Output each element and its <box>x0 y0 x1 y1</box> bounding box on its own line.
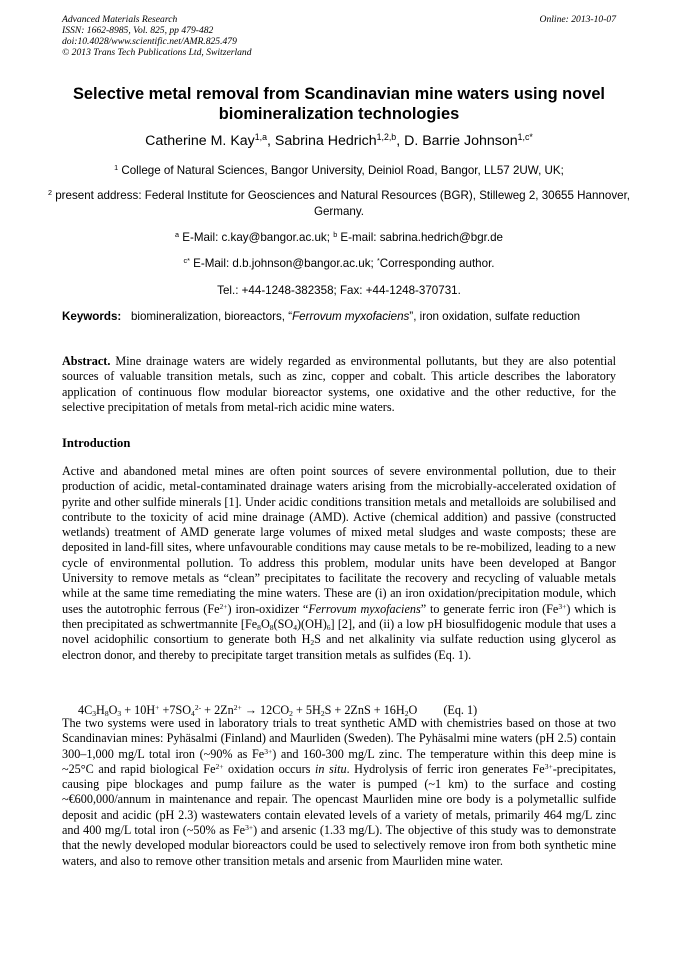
abstract-label: Abstract. <box>62 354 111 368</box>
superscript: 2+ <box>219 601 228 611</box>
subscript: 4 <box>293 622 297 632</box>
subscript: 2 <box>310 638 315 648</box>
affiliation-text: College of Natural Sciences, Bangor University, Deiniol Road, Bangor, LL57 2UW, UK; <box>121 164 564 177</box>
email-kay: E-Mail: c.kay@bangor.ac.uk; <box>182 231 334 244</box>
email-line-1 <box>40 230 638 245</box>
subscript: 2 <box>404 708 409 718</box>
subscript: 2 <box>289 708 293 718</box>
author-affiliation-mark: 1,a <box>254 132 267 143</box>
affiliation-1 <box>40 163 638 178</box>
author-name: Catherine M. Kay <box>145 133 255 149</box>
affiliation-mark: 2 <box>47 188 52 198</box>
superscript: 2+ <box>215 761 224 771</box>
equation-term: O <box>408 703 418 717</box>
affiliation-text: present address: Federal Institute for Geosciences and Natural Resources (BGR), Stilleweg 2, 30655 Hannover, Germany. <box>55 189 631 218</box>
subscript: 8 <box>257 622 261 632</box>
journal-name: Advanced Materials Research <box>62 14 178 25</box>
equation-term: H <box>96 703 105 717</box>
text-run: O <box>260 616 270 631</box>
issn-line: ISSN: 1662-8985, Vol. 825, pp 479-482 <box>62 25 214 36</box>
contact-mark: c* <box>183 256 190 266</box>
text-run: ) which is then precipitated as schwertmannite [Fe <box>62 601 617 631</box>
paper-title: Selective metal removal from Scandinavian mine waters using novel biomineralization technologies <box>73 85 605 123</box>
text-run: ” to generate ferric iron (Fe <box>420 601 559 616</box>
text-run: oxidation occurs <box>223 761 315 776</box>
corresponding-author-note: Corresponding author. <box>379 257 495 270</box>
contact-mark: b <box>333 230 338 240</box>
equation-term: S + 2ZnS + 16H <box>324 703 405 717</box>
author-separator: , <box>396 133 405 149</box>
equation-term: + 2Zn <box>201 703 234 717</box>
text-run: . Hydrolysis of ferric iron generates Fe <box>346 761 545 776</box>
abstract <box>62 354 616 415</box>
keywords <box>62 310 616 325</box>
subscript: 6 <box>326 622 331 632</box>
text-run: )(OH) <box>296 616 327 631</box>
equation-term: → 12CO <box>241 703 290 717</box>
text-run: Active and abandoned metal mines are often point sources of severe environmental pollution, due to their production of acidic, metal-contaminated drainage waters arising from the microbially-accelerated oxidation of pyrite and other sulfide minerals [1]. Under acidic conditions transition metals and metalloids are solubilised and contribute to the toxicity of acid mine drainage (AMD). Active (chemical addition) and passive (constructed wetlands) treatment of AMD generate large volumes of mixed metal sludges and waste composts; these are deposited in land-fill sites, where unfavourable conditions may cause metals to be re-mobilized, leading to a new cycle of environmental pollution. To address this problem, modular units have been developed at Bangor University to remove metals as “clean” precipitates to facilitate the recovery and recycling of valuable metals while at the same time remediating the mine waters. These are (i) an iron oxidation/precipitation module, which uses the autotrophic ferrous (Fe <box>62 464 616 616</box>
superscript: 3+ <box>544 761 553 771</box>
superscript: 3+ <box>264 746 273 756</box>
author-list <box>40 132 638 150</box>
subscript: 3 <box>117 708 122 718</box>
subscript: 3 <box>92 708 97 718</box>
superscript: 3+ <box>245 822 254 832</box>
email-hedrich: E-mail: sabrina.hedrich@bgr.de <box>340 231 503 244</box>
text-run: The two systems were used in laboratory trials to treat synthetic AMD with chemistries based on those at two Scandinavian mines: Pyhäsalmi (Finland) and Maurliden (Sweden). The Pyhäsalmi mine waters (pH 2.5) contain 300–1,000 mg/L total iron (~90% as Fe <box>62 716 616 761</box>
keywords-species: Ferrovum myxofaciens <box>292 310 410 323</box>
text-run: ] [2], and (ii) a low pH biosulfidogenic module that uses a novel acidophilic consortium to generate both H <box>62 616 616 647</box>
author-affiliation-mark: 1,2,b <box>376 132 397 143</box>
affiliation-2 <box>40 188 638 219</box>
text-run: ) and arsenic (1.33 mg/L). The objective of this study was to demonstrate that the newly developed modular bioreactors could be used to selectively remove iron from both synthetic mine waters, and also to remove other transition metals and arsenic from Maurliden mine water. <box>62 823 616 868</box>
introduction-paragraph-2 <box>62 716 616 869</box>
doi-line: doi:10.4028/www.scientific.net/AMR.825.479 <box>62 36 237 47</box>
species-name: Ferrovum myxofaciens <box>308 601 421 616</box>
subscript: 4 <box>191 708 195 718</box>
email-line-2 <box>40 256 638 271</box>
contact-mark: * <box>376 256 380 266</box>
equation-term: +7SO <box>159 703 192 717</box>
text-run: ) and 160-300 mg/L zinc. The temperature within this deep mine is ~25°C and rapid biological Fe <box>62 746 616 776</box>
keywords-label: Keywords: <box>62 310 122 323</box>
keywords-text: ”, iron oxidation, sulfate reduction <box>409 310 581 323</box>
equation-term: 4C <box>78 703 93 717</box>
email-johnson: E-Mail: d.b.johnson@bangor.ac.uk; <box>193 257 377 270</box>
subscript: 8 <box>269 622 274 632</box>
text-run: (SO <box>273 616 294 631</box>
subscript: 8 <box>104 708 109 718</box>
superscript: 2- <box>194 702 202 712</box>
subscript: 2 <box>320 708 325 718</box>
author-affiliation-mark: 1,c* <box>517 132 533 143</box>
text-run: ) iron-oxidizer “ <box>227 601 309 616</box>
keywords-text: biomineralization, bioreactors, “ <box>130 310 293 323</box>
online-date: Online: 2013-10-07 <box>539 14 616 25</box>
superscript: 3+ <box>558 601 567 611</box>
text-run: S and net alkalinity via sulfate reduction using glycerol as electron donor, and thereby to precipitate target transition metals as sulfides (Eq. 1). <box>62 632 616 662</box>
telephone-fax: Tel.: +44-1248-382358; Fax: +44-1248-370731. <box>217 284 461 297</box>
copyright-line: © 2013 Trans Tech Publications Ltd, Switzerland <box>62 47 252 58</box>
equation-term: O <box>108 703 118 717</box>
author-name: D. Barrie Johnson <box>404 133 518 149</box>
equation-number: (Eq. 1) <box>443 703 478 717</box>
contact-mark: a <box>174 230 179 240</box>
journal-header <box>62 14 616 58</box>
abstract-text: Mine drainage waters are widely regarded as environmental pollutants, but they are also potential sources of valuable transition metals, such as zinc, copper and cobalt. This article describes the laboratory application of continuous flow modular bioreactor systems, one oxidative and the other reductive, for the selective precipitation of metals from metal-rich acidic mine waters. <box>62 354 617 414</box>
italic-term: in situ <box>314 761 347 776</box>
equation-term: + 10H <box>121 703 156 717</box>
superscript: + <box>155 702 160 712</box>
author-name: Sabrina Hedrich <box>274 133 377 149</box>
text-run: -precipitates, causing pipe blockages and pump failure as the water is pumped (~1 km) to the surface and costing ~€600,000/annum in maintenance and repair. The opencast Maurliden mine ore body is a polymetallic sulfide deposit and acidic (pH 2.3) wastewaters contain elevated levels of a variety of metals, primarily 464 mg/L zinc and 400 mg/L total iron (~50% as Fe <box>62 761 616 838</box>
introduction-paragraph-1 <box>62 464 616 663</box>
equation-term: + 5H <box>292 703 321 717</box>
section-heading-introduction: Introduction <box>62 436 131 450</box>
superscript: 2+ <box>233 702 242 712</box>
affiliation-mark: 1 <box>114 163 119 173</box>
author-separator: , <box>267 133 275 149</box>
